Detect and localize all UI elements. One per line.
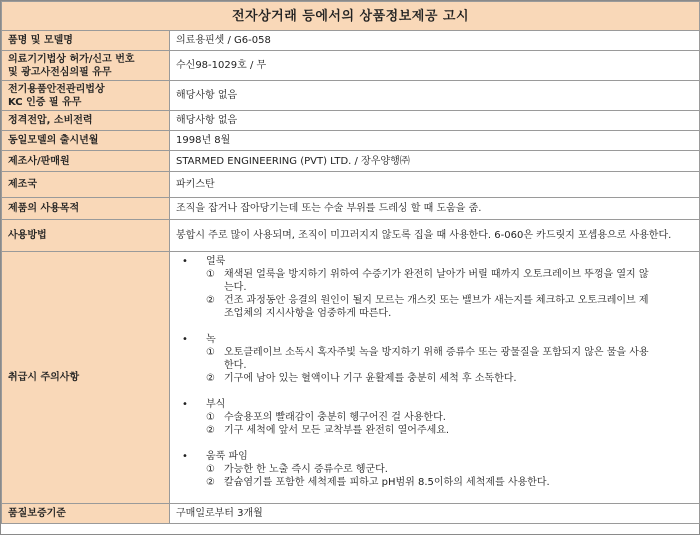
caution-heading-text: 녹 (206, 334, 216, 345)
caution-heading (176, 398, 693, 411)
caution-heading (176, 255, 693, 268)
caution-heading (176, 450, 693, 463)
caution-item (176, 463, 693, 476)
bullet-icon: • (182, 451, 188, 462)
row-label-rated-voltage: 정격전압, 소비전력 (2, 111, 170, 131)
spacer (176, 385, 693, 398)
label-text: 의료기기법상 허가/신고 번호 및 광고사전심의필 유무 (8, 53, 135, 78)
row-label-permit-number (2, 51, 170, 81)
label-text: 전기용품안전관리법상 KC 인증 필 유무 (8, 83, 105, 108)
bullet-icon: • (182, 399, 188, 410)
row-label-release-date: 동일모델의 출시년월 (2, 131, 170, 151)
row-label-manufacturer: 제조사/판매원 (2, 151, 170, 172)
row-value-release-date: 1998년 8월 (170, 131, 700, 151)
caution-heading-text: 움푹 파임 (206, 451, 248, 462)
product-info-table (1, 1, 700, 524)
row-value-permit-number: 수신98-1029호 / 무 (170, 51, 700, 81)
circled-number: ① (206, 347, 215, 358)
caution-heading-text: 얼룩 (206, 256, 226, 267)
caution-item (176, 372, 693, 385)
row-label-country: 제조국 (2, 172, 170, 198)
row-value-country: 파키스탄 (170, 172, 700, 198)
row-label-usage: 사용방법 (2, 220, 170, 252)
caution-item (176, 294, 693, 320)
caution-item (176, 346, 693, 372)
caution-item-text: 수술용포의 빨래감이 충분히 헹구어진 걸 사용한다. (224, 412, 446, 423)
caution-item-text: 칼슘염기를 포함한 세척제를 피하고 pH범위 8.5이하의 세척제를 사용한다. (224, 477, 550, 488)
spacer (176, 437, 693, 450)
circled-number: ① (206, 464, 215, 475)
row-value-warranty: 구매일로부터 3개월 (170, 504, 700, 524)
caution-item (176, 411, 693, 424)
row-value-usage: 봉합시 주로 많이 사용되며, 조직이 미끄러지지 않도록 집을 때 사용한다. 6-060은 카드릿지 포셉용으로 사용한다. (170, 220, 700, 252)
caution-item (176, 424, 693, 437)
row-label-kc-cert (2, 81, 170, 111)
row-label-product-name: 품명 및 모델명 (2, 31, 170, 51)
row-value-purpose: 조직을 잡거나 잡아당기는데 또는 수술 부위를 드레싱 할 때 도움을 줌. (170, 198, 700, 220)
row-value-cautions (170, 252, 700, 504)
circled-number: ② (206, 295, 215, 306)
bullet-icon: • (182, 334, 188, 345)
row-value-kc-cert: 해당사항 없음 (170, 81, 700, 111)
circled-number: ① (206, 412, 215, 423)
caution-heading (176, 333, 693, 346)
row-value-rated-voltage: 해당사항 없음 (170, 111, 700, 131)
caution-item-text: 기구에 남아 있는 혈액이나 기구 윤활제를 충분히 세척 후 소독한다. (224, 373, 517, 384)
row-label-cautions: 취급시 주의사항 (2, 252, 170, 504)
caution-heading-text: 부식 (206, 399, 226, 410)
caution-section-corrosion (176, 398, 693, 437)
bullet-icon: • (182, 256, 188, 267)
caution-item-text: 오토클레이브 소독시 혹자주빛 녹을 방지하기 위해 증류수 또는 광물질을 포함되지 않은 물을 사용한다. (224, 347, 649, 371)
caution-item-text: 채색된 얼룩을 방지하기 위하여 수증기가 완전히 날아가 버릴 때까지 오토크레이브 뚜껑을 열지 않는다. (224, 269, 649, 293)
circled-number: ② (206, 373, 215, 384)
circled-number: ② (206, 477, 215, 488)
caution-item (176, 476, 693, 489)
row-value-manufacturer: STARMED ENGINEERING (PVT) LTD. / 장우양행㈜ (170, 151, 700, 172)
circled-number: ① (206, 269, 215, 280)
caution-item-text: 건조 과정동안 응결의 원인이 될지 모르는 개스킷 또는 밸브가 새는지를 체크하고 오토크레이브 제조업체의 지시사항을 엄중하게 따른다. (224, 295, 649, 319)
table-title: 전자상거래 등에서의 상품정보제공 고시 (2, 2, 700, 31)
caution-item (176, 268, 693, 294)
row-label-purpose: 제품의 사용목적 (2, 198, 170, 220)
caution-section-stain (176, 255, 693, 320)
row-value-product-name: 의료용핀셋 / G6-058 (170, 31, 700, 51)
spacer (176, 320, 693, 333)
circled-number: ② (206, 425, 215, 436)
caution-section-pitting (176, 450, 693, 489)
row-label-warranty: 품질보증기준 (2, 504, 170, 524)
caution-item-text: 가능한 한 노출 즉시 증류수로 헹군다. (224, 464, 388, 475)
caution-item-text: 기구 세척에 앞서 모든 교착부를 완전히 열어주세요. (224, 425, 450, 436)
caution-section-rust (176, 333, 693, 385)
